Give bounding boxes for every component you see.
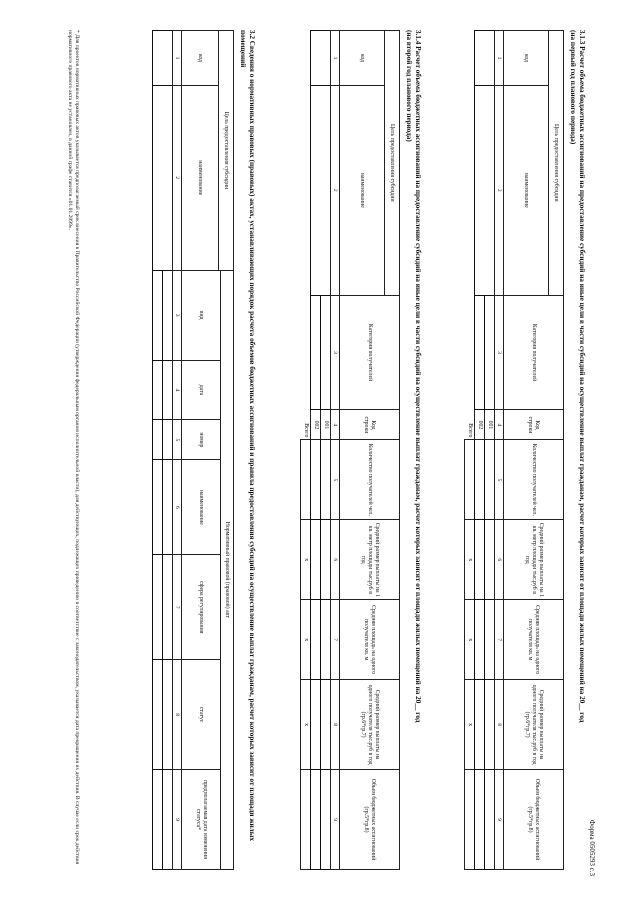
total-count-cell[interactable] bbox=[301, 440, 311, 520]
section-2-heading: 3.1.4 Расчет объема бюджетных ассигнований на предоставление субсидий на иные цели в части субсидий на осуществление выплат гражданам, расчет которых зависит от площади жилых помещений на 20__ год bbox=[414, 30, 422, 723]
category-cell[interactable] bbox=[475, 295, 485, 410]
avg-payment-cell[interactable] bbox=[321, 520, 331, 600]
avg-per-recipient-header: Средний размер выплаты на одного получателя тыс.руб в год (гр.6*гр.7) bbox=[504, 680, 564, 770]
section-3-title: 3.2 Сведения о нормативных правовых (правовых) актах, устанавливающих порядок расчета объемов бюджетных ассигнований и правила предоставления субсидий на осуществление выплат гражданам, расчет которых зависит от площади жилых помещений bbox=[239, 30, 256, 841]
col-number: 4 bbox=[173, 360, 182, 420]
col-number: 7 bbox=[173, 555, 182, 660]
number-cell[interactable] bbox=[153, 420, 163, 460]
section-2-subtitle: (на второй год планового периода) bbox=[405, 30, 413, 142]
code-header: код bbox=[182, 31, 219, 86]
avg-area-cell[interactable] bbox=[311, 600, 321, 680]
total-count-cell[interactable] bbox=[465, 440, 475, 520]
section-1-title bbox=[568, 30, 586, 870]
total-row bbox=[465, 31, 475, 870]
avg-payment-header: Средний размер выплаты на 1 кв. метр площади тыс.руб в год bbox=[504, 520, 564, 600]
row-code-header: Код строки bbox=[340, 410, 400, 440]
table-row bbox=[321, 31, 331, 870]
footnote: * Для проектов нормативных правовых актов указывается предполагаемый срок внесения в Правительство Российской Федерации (утверждения федеральным органом исполнительной власти), для действующих, подлежащих приведению в соответствие с законодательством, указывается дата прекращения их действия. В случае если срок действия нормативного правового акта не установлен, в данной графе ставится «01.01.2099». bbox=[67, 30, 80, 865]
act-name-cell[interactable] bbox=[163, 460, 173, 555]
x-mark: x bbox=[301, 680, 311, 770]
calc-table-1 bbox=[464, 30, 564, 870]
avg-per-recipient-cell[interactable] bbox=[321, 680, 331, 770]
col-number: 5 bbox=[495, 440, 504, 520]
category-cell[interactable] bbox=[485, 295, 495, 410]
volume-cell[interactable] bbox=[475, 770, 485, 870]
col-number: 7 bbox=[331, 600, 340, 680]
acts-table bbox=[152, 30, 234, 870]
avg-payment-header: Средний размер выплаты на 1 кв. метр площади тыс.руб в год bbox=[340, 520, 400, 600]
expected-date-header: предполагаемая дата изменения статуса* bbox=[182, 770, 221, 870]
kind-header: вид bbox=[182, 270, 221, 360]
act-header: Нормативный правовой (правовой) акт bbox=[221, 270, 234, 869]
scope-cell[interactable] bbox=[153, 555, 163, 660]
x-mark: x bbox=[465, 680, 475, 770]
col-number: 6 bbox=[173, 460, 182, 555]
count-cell[interactable] bbox=[485, 440, 495, 520]
purpose-header: Цель предоставления субсидии bbox=[385, 31, 400, 296]
kind-cell[interactable] bbox=[163, 270, 173, 360]
date-cell[interactable] bbox=[153, 360, 163, 420]
date-cell[interactable] bbox=[163, 360, 173, 420]
col-number: 6 bbox=[331, 520, 340, 600]
table-row bbox=[163, 31, 173, 870]
count-cell[interactable] bbox=[311, 440, 321, 520]
col-number: 1 bbox=[495, 31, 504, 86]
date-header: дата bbox=[182, 360, 221, 420]
rotated-form-sheet bbox=[40, 22, 600, 882]
x-mark: x bbox=[301, 600, 311, 680]
volume-header: Объем бюджетных ассигнований (гр.5*гр.8) bbox=[504, 770, 564, 870]
x-mark: x bbox=[465, 600, 475, 680]
form-code: Форма 0505293 с.3 bbox=[588, 819, 596, 876]
volume-cell[interactable] bbox=[485, 770, 495, 870]
status-header: статус bbox=[182, 660, 221, 770]
col-number: 8 bbox=[331, 680, 340, 770]
section-2-title bbox=[404, 30, 422, 870]
total-label: Всего bbox=[302, 423, 309, 438]
name-header: наименование bbox=[504, 85, 549, 295]
act-name-header: наименование bbox=[182, 460, 221, 555]
row-code-cell: 001 bbox=[321, 410, 331, 440]
category-cell[interactable] bbox=[321, 295, 331, 410]
col-number: 5 bbox=[173, 420, 182, 460]
col-number: 4 bbox=[495, 410, 504, 440]
count-header: Количество получателей чел. bbox=[340, 440, 400, 520]
name-header: наименование bbox=[182, 85, 219, 270]
avg-area-cell[interactable] bbox=[475, 600, 485, 680]
avg-per-recipient-header: Средний размер выплаты на одного получателя тыс.руб в год (гр.6*гр.7) bbox=[340, 680, 400, 770]
col-number: 7 bbox=[495, 600, 504, 680]
avg-per-recipient-cell[interactable] bbox=[485, 680, 495, 770]
expected-date-cell[interactable] bbox=[153, 770, 163, 870]
avg-payment-cell[interactable] bbox=[485, 520, 495, 600]
col-number: 3 bbox=[331, 295, 340, 410]
column-number-row bbox=[173, 31, 182, 870]
total-volume-cell[interactable] bbox=[465, 770, 475, 870]
col-number: 1 bbox=[173, 31, 182, 86]
status-cell[interactable] bbox=[153, 660, 163, 770]
col-number: 2 bbox=[173, 85, 182, 270]
volume-header: Объем бюджетных ассигнований (гр.5*гр.8) bbox=[340, 770, 400, 870]
name-cell[interactable] bbox=[153, 85, 173, 270]
scope-cell[interactable] bbox=[163, 555, 173, 660]
category-cell[interactable] bbox=[311, 295, 321, 410]
column-number-row bbox=[331, 31, 340, 870]
category-header: Категория получателей bbox=[340, 295, 400, 410]
row-code-header: Код строки bbox=[504, 410, 564, 440]
col-number: 3 bbox=[173, 270, 182, 360]
x-mark: x bbox=[465, 520, 475, 600]
col-number: 3 bbox=[495, 295, 504, 410]
code-cell[interactable] bbox=[153, 31, 173, 86]
col-number: 5 bbox=[331, 440, 340, 520]
col-number: 6 bbox=[495, 520, 504, 600]
avg-per-recipient-cell[interactable] bbox=[475, 680, 485, 770]
scope-header: сфера регулирования bbox=[182, 555, 221, 660]
purpose-header: Цель предоставления субсидии bbox=[219, 31, 234, 271]
total-row bbox=[301, 31, 311, 870]
code-header: код bbox=[504, 31, 549, 86]
volume-cell[interactable] bbox=[311, 770, 321, 870]
col-number: 2 bbox=[331, 85, 340, 295]
act-name-cell[interactable] bbox=[153, 460, 163, 555]
code-cell[interactable] bbox=[311, 31, 331, 86]
total-volume-cell[interactable] bbox=[301, 770, 311, 870]
col-number: 1 bbox=[331, 31, 340, 86]
expected-date-cell[interactable] bbox=[163, 770, 173, 870]
col-number: 9 bbox=[495, 770, 504, 870]
code-cell[interactable] bbox=[475, 31, 495, 86]
count-header: Количество получателей чел. bbox=[504, 440, 564, 520]
avg-area-cell[interactable] bbox=[485, 600, 495, 680]
avg-per-recipient-cell[interactable] bbox=[311, 680, 321, 770]
code-header: код bbox=[340, 31, 385, 86]
category-header: Категория получателей bbox=[504, 295, 564, 410]
avg-payment-cell[interactable] bbox=[475, 520, 485, 600]
col-number: 9 bbox=[331, 770, 340, 870]
purpose-header: Цель предоставления субсидии bbox=[549, 31, 564, 296]
section-1-heading: 3.1.3 Расчет объема бюджетных ассигнований на предоставление субсидий на иные цели в части субсидий на осуществление выплат гражданам, расчет которых зависит от площади жилых помещений на 20__ год bbox=[578, 30, 586, 723]
name-header: наименование bbox=[340, 85, 385, 295]
col-number: 8 bbox=[173, 660, 182, 770]
column-number-row bbox=[495, 31, 504, 870]
col-number: 2 bbox=[495, 85, 504, 295]
count-cell[interactable] bbox=[475, 440, 485, 520]
count-cell[interactable] bbox=[321, 440, 331, 520]
col-number: 9 bbox=[173, 770, 182, 870]
total-label: Всего bbox=[466, 423, 473, 438]
row-code-cell: 002 bbox=[311, 410, 321, 440]
avg-area-header: Средняя площадь на одного получателя кв. м bbox=[340, 600, 400, 680]
avg-area-cell[interactable] bbox=[321, 600, 331, 680]
col-number: 4 bbox=[331, 410, 340, 440]
table-row bbox=[485, 31, 495, 870]
section-1-subtitle: (на первый год планового периода) bbox=[569, 30, 577, 145]
x-mark: x bbox=[301, 520, 311, 600]
volume-cell[interactable] bbox=[321, 770, 331, 870]
name-cell[interactable] bbox=[311, 85, 331, 295]
number-header: номер bbox=[182, 420, 221, 460]
number-cell[interactable] bbox=[163, 420, 173, 460]
col-number: 8 bbox=[495, 680, 504, 770]
calc-table-2 bbox=[300, 30, 400, 870]
kind-cell[interactable] bbox=[153, 270, 163, 360]
avg-area-header: Средняя площадь на одного получателя кв. м bbox=[504, 600, 564, 680]
name-cell[interactable] bbox=[475, 85, 495, 295]
status-cell[interactable] bbox=[163, 660, 173, 770]
row-code-cell: 001 bbox=[485, 410, 495, 440]
row-code-cell: 002 bbox=[475, 410, 485, 440]
avg-payment-cell[interactable] bbox=[311, 520, 321, 600]
